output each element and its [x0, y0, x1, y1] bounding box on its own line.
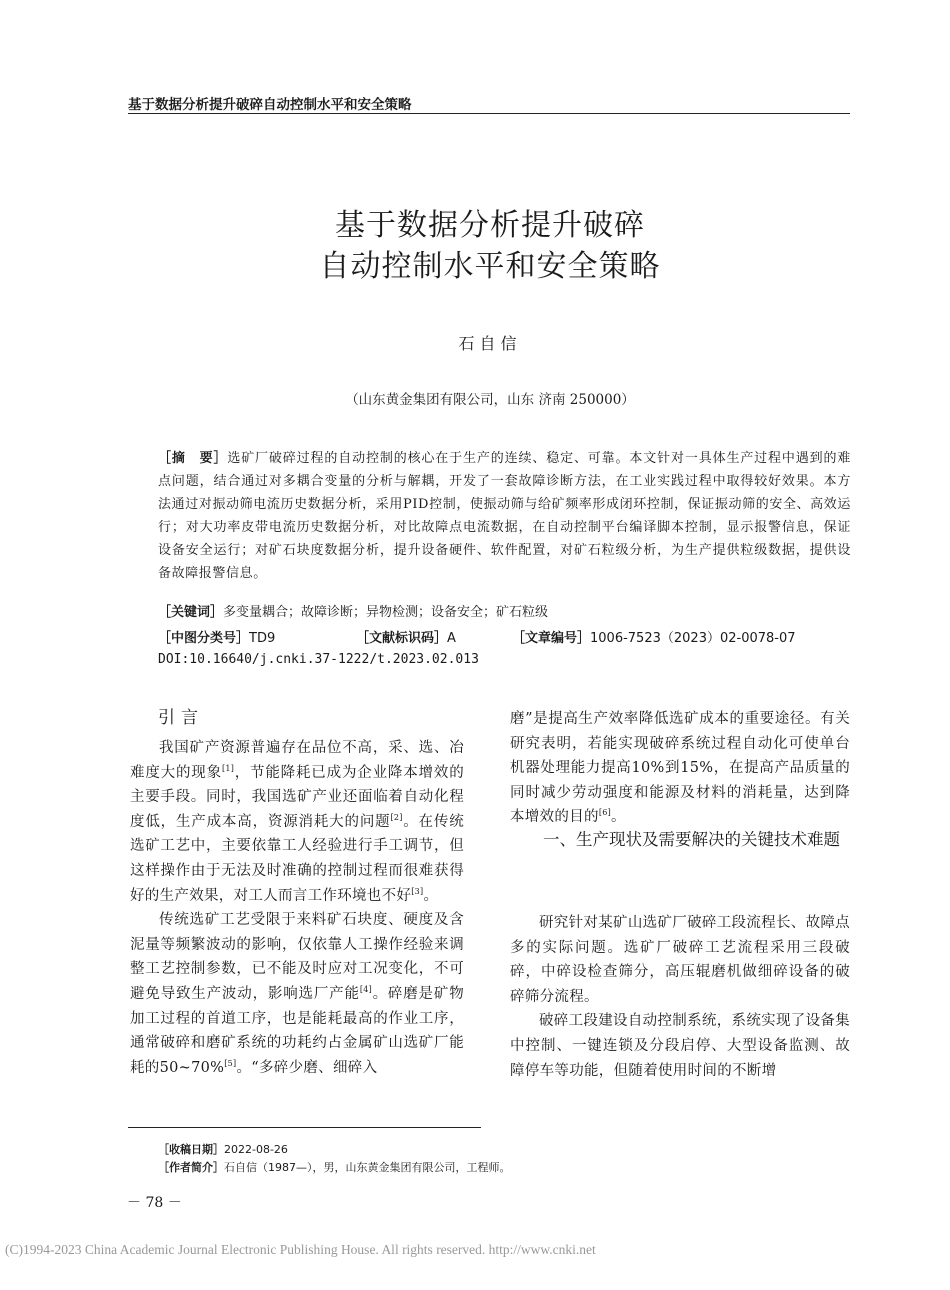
keywords-text: 多变量耦合；故障诊断；异物检测；设备安全；矿石粒级: [223, 605, 549, 620]
text-run: 传统选矿工艺受限于来料矿石块度、硬度及含泥量等频繁波动的影响，仅依靠人工操作经验来调整工艺控制参数，已不能及时应对工况变化，不可避免导致生产波动，影响选厂产能: [130, 912, 464, 1002]
article-no-label: ［文章编号］: [512, 631, 591, 646]
citation: [6]: [598, 808, 612, 818]
text-run: 。: [423, 887, 439, 904]
intro-paragraph-1: [130, 736, 464, 908]
text-run: 。“多碎少磨、细碎入: [236, 1059, 378, 1076]
keywords: [158, 601, 548, 620]
received-value: 2022-08-26: [224, 1143, 288, 1156]
intro-paragraph-2-continued: [510, 707, 850, 830]
author-name: 石自信: [458, 334, 522, 353]
text-run: 。碎磨是矿物加工过程的首道工序，也是能耗最高的作业工序，通常破碎和磨矿系统的功耗约占金属矿山选矿厂能耗的50~70%: [130, 985, 464, 1076]
text-run: 。: [611, 809, 626, 826]
footnote-author: [158, 1159, 511, 1175]
abstract-label: ［摘 要］: [158, 451, 228, 466]
text-run: 磨”是提高生产效率降低选矿成本的重要途径。有关研究表明，若能实现破碎系统过程自动化可使单台机器处理能力提高10%到15%，在提高产品质量的同时减少劳动强度和能源及材料的消耗量，达到降本增效的目的: [510, 711, 850, 826]
doc-code-label: ［文献标识码］: [356, 631, 448, 646]
doc-code-value: A: [447, 631, 456, 646]
footnote-rule: [128, 1127, 481, 1128]
paper-title-line2: 自动控制水平和安全策略: [319, 249, 661, 284]
section1-heading: 一、生产现状及需要解决的关键技术难题: [543, 830, 840, 849]
clc-number: [158, 627, 275, 646]
citation: [3]: [411, 886, 424, 896]
running-header: 基于数据分析提升破碎自动控制水平和安全策略: [128, 97, 412, 113]
author-bio-value: 石自信（1987—），男，山东黄金集团有限公司，工程师。: [224, 1161, 511, 1174]
section1-paragraph-2: 破碎工段建设自动控制系统，系统实现了设备集中控制、一键连锁及分段启停、大型设备监测、故障停车等功能，但随着使用时间的不断增: [510, 1013, 850, 1079]
keywords-label: ［关键词］: [158, 605, 224, 620]
citation: [4]: [359, 984, 373, 994]
header-rule: [128, 113, 850, 114]
citation: [1]: [221, 763, 235, 773]
intro-heading: 引言: [158, 708, 204, 728]
doi: DOI:10.16640/j.cnki.37-1222/t.2023.02.013: [158, 652, 479, 667]
article-number: [512, 627, 796, 646]
abstract-text: 选矿厂破碎过程的自动控制的核心在于生产的连续、稳定、可靠。本文针对一具体生产过程中遇到的难点问题，结合通过对多耦合变量的分析与解耦，开发了一套故障诊断方法，在工业实践过程中取得较好效果。本方法通过对振动筛电流历史数据分析，采用PID控制，使振动筛与给矿频率形成闭环控制，保证振动筛的安全、高效运行；对大功率皮带电流历史数据分析，对比故障点电流数据，在自动控制平台编译脚本控制，显示报警信息，保证设备安全运行；对矿石块度数据分析，提升设备硬件、软件配置，对矿石粒级分析，为生产提供粒级数据，提供设备故障报警信息。: [158, 451, 851, 581]
left-column: [130, 736, 464, 1080]
author-bio-label: ［作者简介］: [158, 1161, 224, 1174]
text-run: 。在传统选矿工艺中，主要依靠工人经验进行手工调节，但这样操作由于无法及时准确的控制过程而很难获得好的生产效果，对工人而言工作环境也不好: [130, 813, 464, 904]
right-column-top: [510, 707, 850, 830]
article-no-value: 1006-7523（2023）02-0078-07: [590, 631, 796, 646]
intro-paragraph-2: [130, 908, 464, 1080]
abstract: [158, 447, 851, 585]
copyright-notice: (C)1994-2023 China Academic Journal Electronic Publishing House. All rights reserved. http://www.cnki.net: [5, 1242, 596, 1257]
citation: [5]: [224, 1058, 237, 1068]
clc-value: TD9: [249, 631, 276, 646]
text-run: 我国矿产资源普遍存在品位不高，采、选、冶难度大的现象: [130, 740, 464, 781]
footnote-received: [158, 1141, 288, 1157]
section1-paragraph-1: 研究针对某矿山选矿厂破碎工段流程长、故障点多的实际问题。选矿厂破碎工艺流程采用三段破碎，中碎设检查筛分，高压辊磨机做细碎设备的破碎筛分流程。: [510, 915, 850, 1005]
paper-title-line1: 基于数据分析提升破碎: [335, 208, 645, 243]
text-run: ，节能降耗已成为企业降本增效的主要手段。同时，我国选矿产业还面临着自动化程度低，生产成本高，资源消耗大的问题: [130, 764, 464, 830]
right-column-bottom: [510, 911, 850, 1083]
affiliation: （山东黄金集团有限公司，山东 济南 250000）: [345, 392, 635, 408]
citation: [2]: [390, 812, 403, 822]
page-number: － 78 －: [127, 1195, 182, 1211]
clc-label: ［中图分类号］: [158, 631, 250, 646]
received-label: ［收稿日期］: [158, 1143, 224, 1156]
document-code: [356, 627, 456, 646]
